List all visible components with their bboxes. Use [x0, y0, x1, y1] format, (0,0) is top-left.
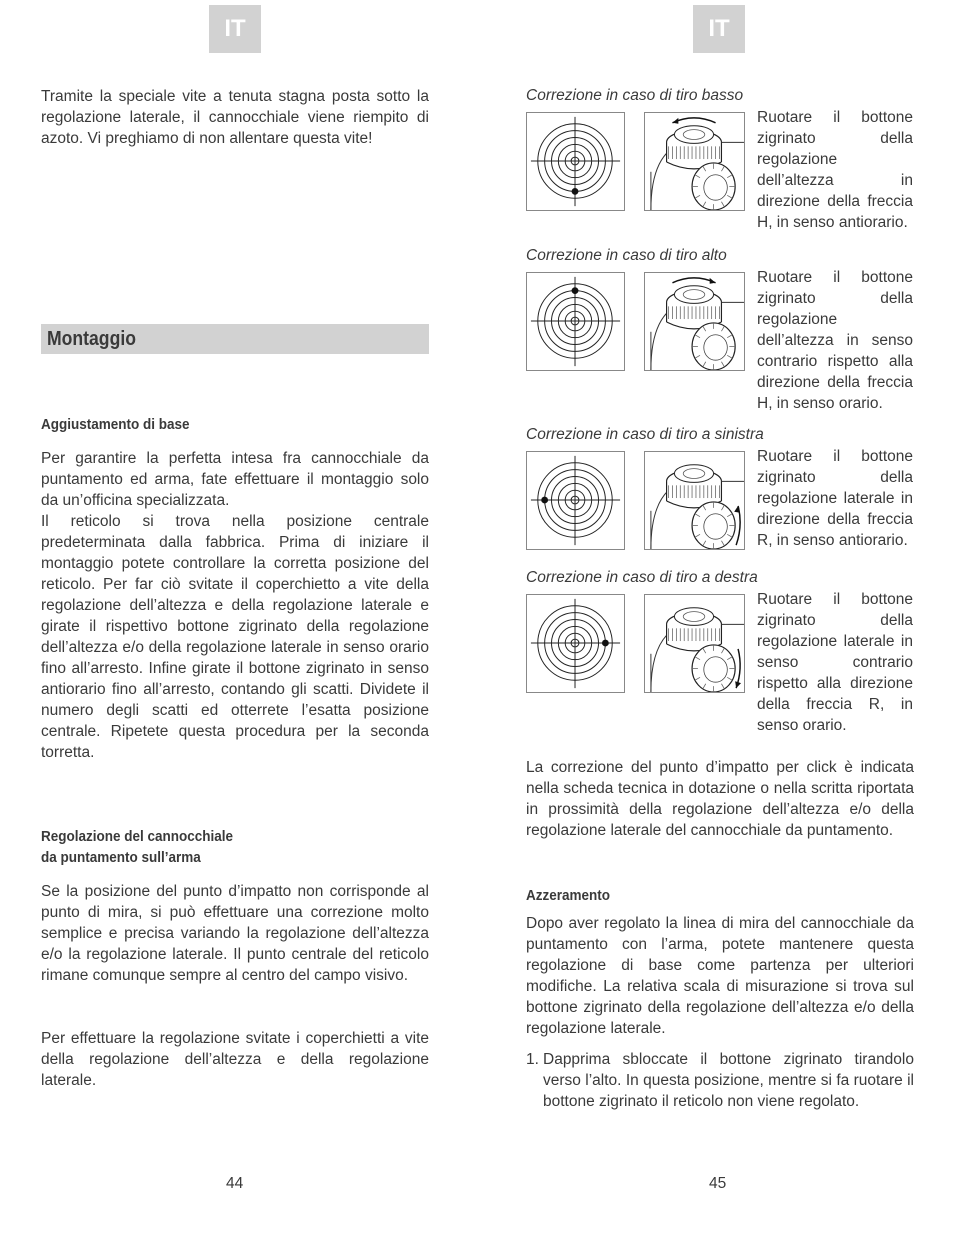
list-number: 1. — [526, 1051, 539, 1068]
section-title: Montaggio — [47, 328, 136, 350]
reticle-illustration — [527, 595, 624, 692]
reticle-figure-right — [526, 594, 625, 693]
correction-text-right: Ruotare il bottone zigrinato della regolazione laterale in senso contrario rispetto alla direzione della freccia R, in senso orario. — [757, 591, 913, 734]
paragraph-click-correction: La correzione del punto d’impatto per click è indicata nella scheda tecnica in dotazione o nella scritta riportata in prossimità della regolazione dell’altezza e/o della regolazione laterale del cannocchiale da puntamento. — [526, 759, 914, 839]
paragraph-zeroing: Dopo aver regolato la linea di mira del cannocchiale da puntamento con l’arma, potete mantenere questa regolazione di base come partenza per ulteriori modifiche. La relativa scala di misurazione si trova sul bottone zigrinato della regolazione dell’altezza e/o della regolazione laterale. — [526, 915, 914, 1037]
section-bar — [41, 324, 429, 354]
turret-figure-right — [644, 594, 745, 693]
reticle-illustration — [527, 452, 624, 549]
reticle-figure-high — [526, 272, 625, 371]
correction-caption-right: Correzione in caso di tiro a destra — [526, 569, 758, 586]
heading-regulation-line1: Regolazione del cannocchiale — [41, 828, 234, 845]
correction-text-high: Ruotare il bottone zigrinato della regolazione dell’altezza in senso contrario rispetto alla direzione della freccia H, in senso orario. — [757, 269, 913, 412]
language-tab-left: IT — [209, 5, 261, 53]
correction-text-low: Ruotare il bottone zigrinato della regolazione dell’altezza in direzione della freccia H, in senso antiorario. — [757, 109, 913, 231]
paragraph-regulation-2: Per effettuare la regolazione svitate i coperchietti a vite della regolazione dell’altezza e della regolazione laterale. — [41, 1030, 429, 1089]
reticle-illustration — [527, 113, 624, 210]
turret-figure-low — [644, 112, 745, 211]
turret-illustration — [645, 452, 744, 549]
paragraph-regulation-1: Se la posizione del punto d’impatto non corrisponde al punto di mira, si può effettuare una correzione molto semplice e precisa variando la regolazione dell’altezza e/o la regolazione laterale. Il punto centrale del reticolo rimane comunque sempre al centro del campo visivo. — [41, 883, 429, 984]
correction-caption-high: Correzione in caso di tiro alto — [526, 247, 727, 264]
page-number-right: 45 — [709, 1175, 727, 1192]
reticle-figure-left — [526, 451, 625, 550]
intro-paragraph: Tramite la speciale vite a tenuta stagna posta sotto la regolazione laterale, il cannocchiale viene riempito di azoto. Vi preghiamo di non allentare questa vite! — [41, 88, 429, 147]
turret-illustration — [645, 113, 744, 210]
correction-text-left: Ruotare il bottone zigrinato della regolazione laterale in direzione della freccia R, in senso antiorario. — [757, 448, 913, 549]
turret-figure-left — [644, 451, 745, 550]
language-tab-right: IT — [693, 5, 745, 53]
correction-caption-low: Correzione in caso di tiro basso — [526, 87, 744, 104]
turret-illustration — [645, 273, 744, 370]
correction-caption-left: Correzione in caso di tiro a sinistra — [526, 426, 764, 443]
page-number-left: 44 — [226, 1175, 244, 1192]
paragraph-base-adjustment: Per garantire la perfetta intesa fra cannocchiale da puntamento ed arma, fate effettuare il montaggio solo da un’officina specializzata. Il reticolo si trova nella posizione centrale predeterminata dalla fabbrica. Prima di iniziare il montaggio potete controllare la corretta posizione del reticolo. Per far ciò svitate il coperchietto a vite della regolazione dell’altezza e della regolazione laterale e girate il rispettivo bottone zigrinato della regolazione dell’altezza e/o della regolazione laterale in senso orario fino all’arresto. Infine girate il bottone zigrinato in senso antiorario fino all’arresto, contando gli scatti. Dividete il numero degli scatti ed otterrete l’esatta posizione centrale. Ripetete questa procedura per la seconda torretta. — [41, 450, 429, 761]
reticle-figure-low — [526, 112, 625, 211]
reticle-illustration — [527, 273, 624, 370]
list-item — [526, 1049, 914, 1112]
turret-figure-high — [644, 272, 745, 371]
turret-illustration — [645, 595, 744, 692]
heading-base-adjustment: Aggiustamento di base — [41, 416, 190, 433]
heading-zeroing: Azzeramento — [526, 887, 611, 904]
heading-regulation-line2: da puntamento sull’arma — [41, 849, 201, 866]
list-text: Dapprima sbloccate il bottone zigrinato tirandolo verso l’alto. In questa posizione, mentre si fa ruotare il bottone zigrinato il reticolo non viene regolato. — [543, 1051, 914, 1110]
